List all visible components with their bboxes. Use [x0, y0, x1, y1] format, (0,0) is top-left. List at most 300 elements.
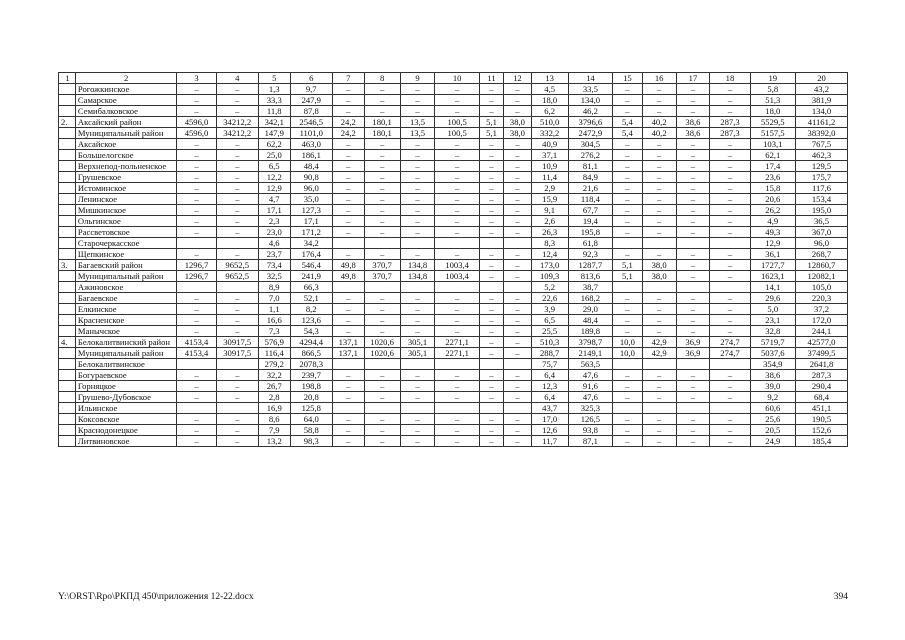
value-cell: – — [676, 194, 710, 205]
value-cell: – — [364, 293, 400, 304]
value-cell: – — [710, 249, 750, 260]
value-cell: 7,0 — [258, 293, 290, 304]
value-cell: – — [216, 172, 258, 183]
row-number — [59, 414, 76, 425]
value-cell: – — [710, 84, 750, 95]
table-row — [59, 282, 848, 293]
value-cell: 38,0 — [642, 260, 676, 271]
value-cell: – — [400, 370, 435, 381]
value-cell: – — [613, 84, 643, 95]
value-cell: 29,0 — [568, 304, 612, 315]
value-cell: 576,9 — [258, 337, 290, 348]
row-number — [59, 128, 76, 139]
value-cell: 7,9 — [258, 425, 290, 436]
value-cell: 105,0 — [796, 282, 848, 293]
territory-name: Самарское — [75, 95, 177, 106]
value-cell: – — [676, 392, 710, 403]
territory-name: Коксовское — [75, 414, 177, 425]
value-cell — [332, 403, 364, 414]
value-cell: 247,9 — [290, 95, 332, 106]
value-cell: – — [177, 425, 216, 436]
value-cell: – — [400, 183, 435, 194]
value-cell: 4,7 — [258, 194, 290, 205]
value-cell: 4596,0 — [177, 128, 216, 139]
value-cell: – — [479, 414, 503, 425]
value-cell: – — [332, 227, 364, 238]
value-cell: 244,1 — [796, 326, 848, 337]
value-cell: 2546,5 — [290, 117, 332, 128]
value-cell: 38,7 — [568, 282, 612, 293]
value-cell: 5,2 — [531, 282, 568, 293]
value-cell: – — [177, 326, 216, 337]
value-cell: 96,0 — [796, 238, 848, 249]
value-cell: – — [710, 392, 750, 403]
column-number-5: 5 — [258, 73, 290, 84]
row-number: 4. — [59, 337, 76, 348]
value-cell: – — [504, 84, 531, 95]
value-cell: 24,2 — [332, 117, 364, 128]
value-cell: 12,9 — [258, 183, 290, 194]
table-row — [59, 249, 848, 260]
value-cell: 563,5 — [568, 359, 612, 370]
row-number — [59, 106, 76, 117]
territory-name: Грушево-Дубовское — [75, 392, 177, 403]
value-cell: – — [364, 227, 400, 238]
value-cell: – — [400, 205, 435, 216]
value-cell — [435, 238, 479, 249]
value-cell — [504, 282, 531, 293]
value-cell: 274,7 — [710, 337, 750, 348]
value-cell: – — [400, 293, 435, 304]
value-cell — [479, 359, 503, 370]
value-cell: 4,9 — [750, 216, 795, 227]
column-number-20: 20 — [796, 73, 848, 84]
value-cell — [613, 282, 643, 293]
value-cell: 6,5 — [258, 161, 290, 172]
value-cell: 38,0 — [504, 117, 531, 128]
value-cell — [400, 238, 435, 249]
value-cell: – — [216, 304, 258, 315]
value-cell: 87,1 — [568, 436, 612, 447]
value-cell: 100,5 — [435, 117, 479, 128]
value-cell: – — [479, 370, 503, 381]
value-cell: 64,0 — [290, 414, 332, 425]
value-cell: – — [710, 370, 750, 381]
value-cell: 287,3 — [710, 117, 750, 128]
value-cell — [177, 359, 216, 370]
value-cell: 118,4 — [568, 194, 612, 205]
value-cell: 134,8 — [400, 260, 435, 271]
value-cell: – — [613, 106, 643, 117]
table-row — [59, 392, 848, 403]
value-cell: – — [364, 139, 400, 150]
value-cell: 38,0 — [642, 271, 676, 282]
value-cell: – — [364, 326, 400, 337]
value-cell — [216, 238, 258, 249]
value-cell — [332, 282, 364, 293]
value-cell: 1727,7 — [750, 260, 795, 271]
value-cell: 220,3 — [796, 293, 848, 304]
value-cell: – — [613, 227, 643, 238]
data-table — [58, 72, 848, 447]
value-cell: – — [400, 216, 435, 227]
value-cell: – — [479, 304, 503, 315]
value-cell: 36,5 — [796, 216, 848, 227]
value-cell: 287,3 — [796, 370, 848, 381]
value-cell: – — [710, 183, 750, 194]
value-cell: – — [216, 84, 258, 95]
value-cell: 189,8 — [568, 326, 612, 337]
value-cell: 19,4 — [568, 216, 612, 227]
value-cell: 38,0 — [504, 128, 531, 139]
value-cell: 9,7 — [290, 84, 332, 95]
value-cell: – — [435, 194, 479, 205]
value-cell: 370,7 — [364, 271, 400, 282]
value-cell: 268,7 — [796, 249, 848, 260]
row-number — [59, 403, 76, 414]
value-cell: 173,0 — [531, 260, 568, 271]
table-row — [59, 260, 848, 271]
value-cell: – — [216, 370, 258, 381]
value-cell: 5,4 — [613, 128, 643, 139]
value-cell: 3796,6 — [568, 117, 612, 128]
value-cell — [177, 238, 216, 249]
value-cell: 32,2 — [258, 370, 290, 381]
value-cell: – — [364, 172, 400, 183]
value-cell: – — [177, 161, 216, 172]
value-cell: – — [177, 370, 216, 381]
row-number — [59, 326, 76, 337]
territory-name: Краснодонецкое — [75, 425, 177, 436]
value-cell: – — [676, 183, 710, 194]
territory-name: Белокалитвинское — [75, 359, 177, 370]
value-cell: – — [216, 95, 258, 106]
value-cell: 3798,7 — [568, 337, 612, 348]
value-cell — [710, 282, 750, 293]
value-cell: – — [364, 150, 400, 161]
footer-file-path: Y:\ORST\Rpo\РКПД 450\приложения 12-22.docx — [58, 592, 254, 602]
value-cell: – — [435, 150, 479, 161]
row-number — [59, 381, 76, 392]
value-cell: 305,1 — [400, 337, 435, 348]
column-number-10: 10 — [435, 73, 479, 84]
value-cell: – — [504, 205, 531, 216]
value-cell: 1296,7 — [177, 260, 216, 271]
value-cell: – — [435, 172, 479, 183]
row-number — [59, 216, 76, 227]
value-cell: 125,8 — [290, 403, 332, 414]
value-cell — [676, 403, 710, 414]
value-cell: – — [177, 315, 216, 326]
value-cell: – — [613, 172, 643, 183]
value-cell: – — [710, 304, 750, 315]
value-cell: – — [710, 414, 750, 425]
value-cell: 195,8 — [568, 227, 612, 238]
value-cell: – — [710, 436, 750, 447]
value-cell: 152,6 — [796, 425, 848, 436]
value-cell: – — [504, 249, 531, 260]
value-cell: – — [216, 161, 258, 172]
value-cell: 123,6 — [290, 315, 332, 326]
value-cell: 9652,5 — [216, 260, 258, 271]
value-cell: 81,1 — [568, 161, 612, 172]
value-cell: – — [710, 271, 750, 282]
territory-name: Муниципальный район — [75, 271, 177, 282]
value-cell: – — [332, 326, 364, 337]
value-cell: 25,5 — [531, 326, 568, 337]
value-cell: – — [710, 315, 750, 326]
value-cell: 103,1 — [750, 139, 795, 150]
column-number-16: 16 — [642, 73, 676, 84]
value-cell: 1020,6 — [364, 348, 400, 359]
value-cell: – — [364, 436, 400, 447]
value-cell: – — [216, 326, 258, 337]
value-cell — [504, 238, 531, 249]
value-cell: 12,2 — [258, 172, 290, 183]
value-cell: – — [177, 139, 216, 150]
value-cell: – — [504, 381, 531, 392]
value-cell: – — [676, 326, 710, 337]
value-cell — [642, 359, 676, 370]
header-row — [59, 73, 848, 84]
table-body — [59, 73, 848, 447]
table-row — [59, 150, 848, 161]
value-cell: – — [332, 172, 364, 183]
value-cell: – — [676, 414, 710, 425]
column-number-19: 19 — [750, 73, 795, 84]
value-cell: 17,1 — [290, 216, 332, 227]
territory-name: Белокалитвинский район — [75, 337, 177, 348]
value-cell: 274,7 — [710, 348, 750, 359]
row-number — [59, 282, 76, 293]
value-cell: 1,3 — [258, 84, 290, 95]
value-cell: – — [613, 293, 643, 304]
value-cell: 42,9 — [642, 348, 676, 359]
row-number — [59, 249, 76, 260]
column-number-15: 15 — [613, 73, 643, 84]
value-cell: 287,3 — [710, 128, 750, 139]
column-number-7: 7 — [332, 73, 364, 84]
value-cell: 168,2 — [568, 293, 612, 304]
value-cell: 866,5 — [290, 348, 332, 359]
value-cell: 6,2 — [531, 106, 568, 117]
value-cell: – — [435, 183, 479, 194]
value-cell: – — [364, 205, 400, 216]
value-cell: – — [504, 304, 531, 315]
value-cell: 510,3 — [531, 337, 568, 348]
value-cell: – — [504, 161, 531, 172]
value-cell: – — [400, 172, 435, 183]
value-cell: – — [504, 348, 531, 359]
territory-name: Щепкинское — [75, 249, 177, 260]
row-number — [59, 359, 76, 370]
value-cell: – — [642, 150, 676, 161]
territory-name: Мишкинское — [75, 205, 177, 216]
value-cell: 288,7 — [531, 348, 568, 359]
value-cell: 32,5 — [258, 271, 290, 282]
value-cell: 198,8 — [290, 381, 332, 392]
value-cell: – — [479, 381, 503, 392]
territory-name: Аксайский район — [75, 117, 177, 128]
value-cell: – — [642, 370, 676, 381]
value-cell: – — [479, 183, 503, 194]
value-cell: 13,5 — [400, 128, 435, 139]
value-cell: 304,5 — [568, 139, 612, 150]
page-number: 394 — [833, 592, 848, 602]
value-cell: – — [613, 414, 643, 425]
value-cell: 127,3 — [290, 205, 332, 216]
value-cell: – — [642, 249, 676, 260]
value-cell: 38392,0 — [796, 128, 848, 139]
column-number-17: 17 — [676, 73, 710, 84]
value-cell: 381,9 — [796, 95, 848, 106]
table-row — [59, 271, 848, 282]
territory-name: Горняцкое — [75, 381, 177, 392]
row-number — [59, 150, 76, 161]
value-cell: 8,3 — [531, 238, 568, 249]
value-cell — [479, 403, 503, 414]
value-cell — [676, 282, 710, 293]
value-cell: 22,6 — [531, 293, 568, 304]
value-cell — [613, 238, 643, 249]
value-cell: – — [613, 150, 643, 161]
row-number: 2. — [59, 117, 76, 128]
value-cell: – — [364, 194, 400, 205]
value-cell: 38,6 — [676, 117, 710, 128]
value-cell: 42,9 — [642, 337, 676, 348]
row-number — [59, 139, 76, 150]
table-row — [59, 128, 848, 139]
value-cell: – — [332, 381, 364, 392]
value-cell: – — [676, 370, 710, 381]
value-cell: 4,6 — [258, 238, 290, 249]
value-cell: 185,4 — [796, 436, 848, 447]
value-cell: 9652,5 — [216, 271, 258, 282]
value-cell: – — [177, 293, 216, 304]
table-row — [59, 117, 848, 128]
value-cell: – — [216, 194, 258, 205]
value-cell: – — [642, 205, 676, 216]
value-cell — [216, 403, 258, 414]
value-cell: 5,8 — [750, 84, 795, 95]
value-cell: – — [676, 150, 710, 161]
value-cell: – — [435, 84, 479, 95]
value-cell: 462,3 — [796, 150, 848, 161]
table-row — [59, 381, 848, 392]
value-cell: – — [400, 392, 435, 403]
value-cell: – — [642, 194, 676, 205]
value-cell: – — [435, 106, 479, 117]
value-cell: 12,4 — [531, 249, 568, 260]
value-cell — [479, 282, 503, 293]
value-cell: 12082,1 — [796, 271, 848, 282]
value-cell: 61,8 — [568, 238, 612, 249]
value-cell: – — [216, 293, 258, 304]
value-cell: – — [676, 172, 710, 183]
value-cell: 20,5 — [750, 425, 795, 436]
value-cell: 93,8 — [568, 425, 612, 436]
value-cell: 34,2 — [290, 238, 332, 249]
value-cell: 26,7 — [258, 381, 290, 392]
value-cell: 2271,1 — [435, 337, 479, 348]
value-cell: 68,4 — [796, 392, 848, 403]
value-cell: 5529,5 — [750, 117, 795, 128]
value-cell: – — [400, 227, 435, 238]
value-cell: – — [479, 348, 503, 359]
value-cell: 38,6 — [676, 128, 710, 139]
value-cell: – — [435, 414, 479, 425]
value-cell — [177, 282, 216, 293]
value-cell: – — [177, 414, 216, 425]
value-cell: – — [332, 150, 364, 161]
value-cell — [400, 282, 435, 293]
value-cell: – — [332, 304, 364, 315]
value-cell: – — [676, 106, 710, 117]
value-cell: 33,5 — [568, 84, 612, 95]
value-cell: – — [710, 95, 750, 106]
value-cell: – — [504, 260, 531, 271]
value-cell: 117,6 — [796, 183, 848, 194]
value-cell: 96,0 — [290, 183, 332, 194]
value-cell — [435, 403, 479, 414]
value-cell: – — [364, 315, 400, 326]
value-cell: – — [710, 216, 750, 227]
value-cell: 2,3 — [258, 216, 290, 227]
value-cell: – — [177, 95, 216, 106]
value-cell: 20,6 — [750, 194, 795, 205]
value-cell: 12,9 — [750, 238, 795, 249]
value-cell: 49,8 — [332, 271, 364, 282]
value-cell: – — [400, 139, 435, 150]
value-cell — [435, 359, 479, 370]
value-cell: 25,0 — [258, 150, 290, 161]
value-cell: – — [613, 425, 643, 436]
row-number — [59, 238, 76, 249]
value-cell: 2271,1 — [435, 348, 479, 359]
row-number — [59, 315, 76, 326]
value-cell: – — [479, 139, 503, 150]
row-number — [59, 95, 76, 106]
value-cell: – — [364, 249, 400, 260]
value-cell: 305,1 — [400, 348, 435, 359]
value-cell: 43,2 — [796, 84, 848, 95]
value-cell: 5,4 — [613, 117, 643, 128]
value-cell: 13,2 — [258, 436, 290, 447]
value-cell: 41161,2 — [796, 117, 848, 128]
column-number-8: 8 — [364, 73, 400, 84]
table-row — [59, 183, 848, 194]
value-cell: – — [216, 436, 258, 447]
value-cell: – — [676, 139, 710, 150]
value-cell: 13,5 — [400, 117, 435, 128]
value-cell: – — [177, 84, 216, 95]
value-cell: 134,0 — [796, 106, 848, 117]
row-number — [59, 183, 76, 194]
value-cell: – — [332, 392, 364, 403]
value-cell: 8,9 — [258, 282, 290, 293]
value-cell: 90,8 — [290, 172, 332, 183]
territory-name: Ленинское — [75, 194, 177, 205]
value-cell: 11,7 — [531, 436, 568, 447]
value-cell: – — [400, 161, 435, 172]
value-cell: 51,3 — [750, 95, 795, 106]
value-cell: – — [479, 425, 503, 436]
value-cell: 38,6 — [750, 370, 795, 381]
value-cell: – — [177, 205, 216, 216]
value-cell: 2641,8 — [796, 359, 848, 370]
value-cell: 2,8 — [258, 392, 290, 403]
value-cell: – — [400, 326, 435, 337]
